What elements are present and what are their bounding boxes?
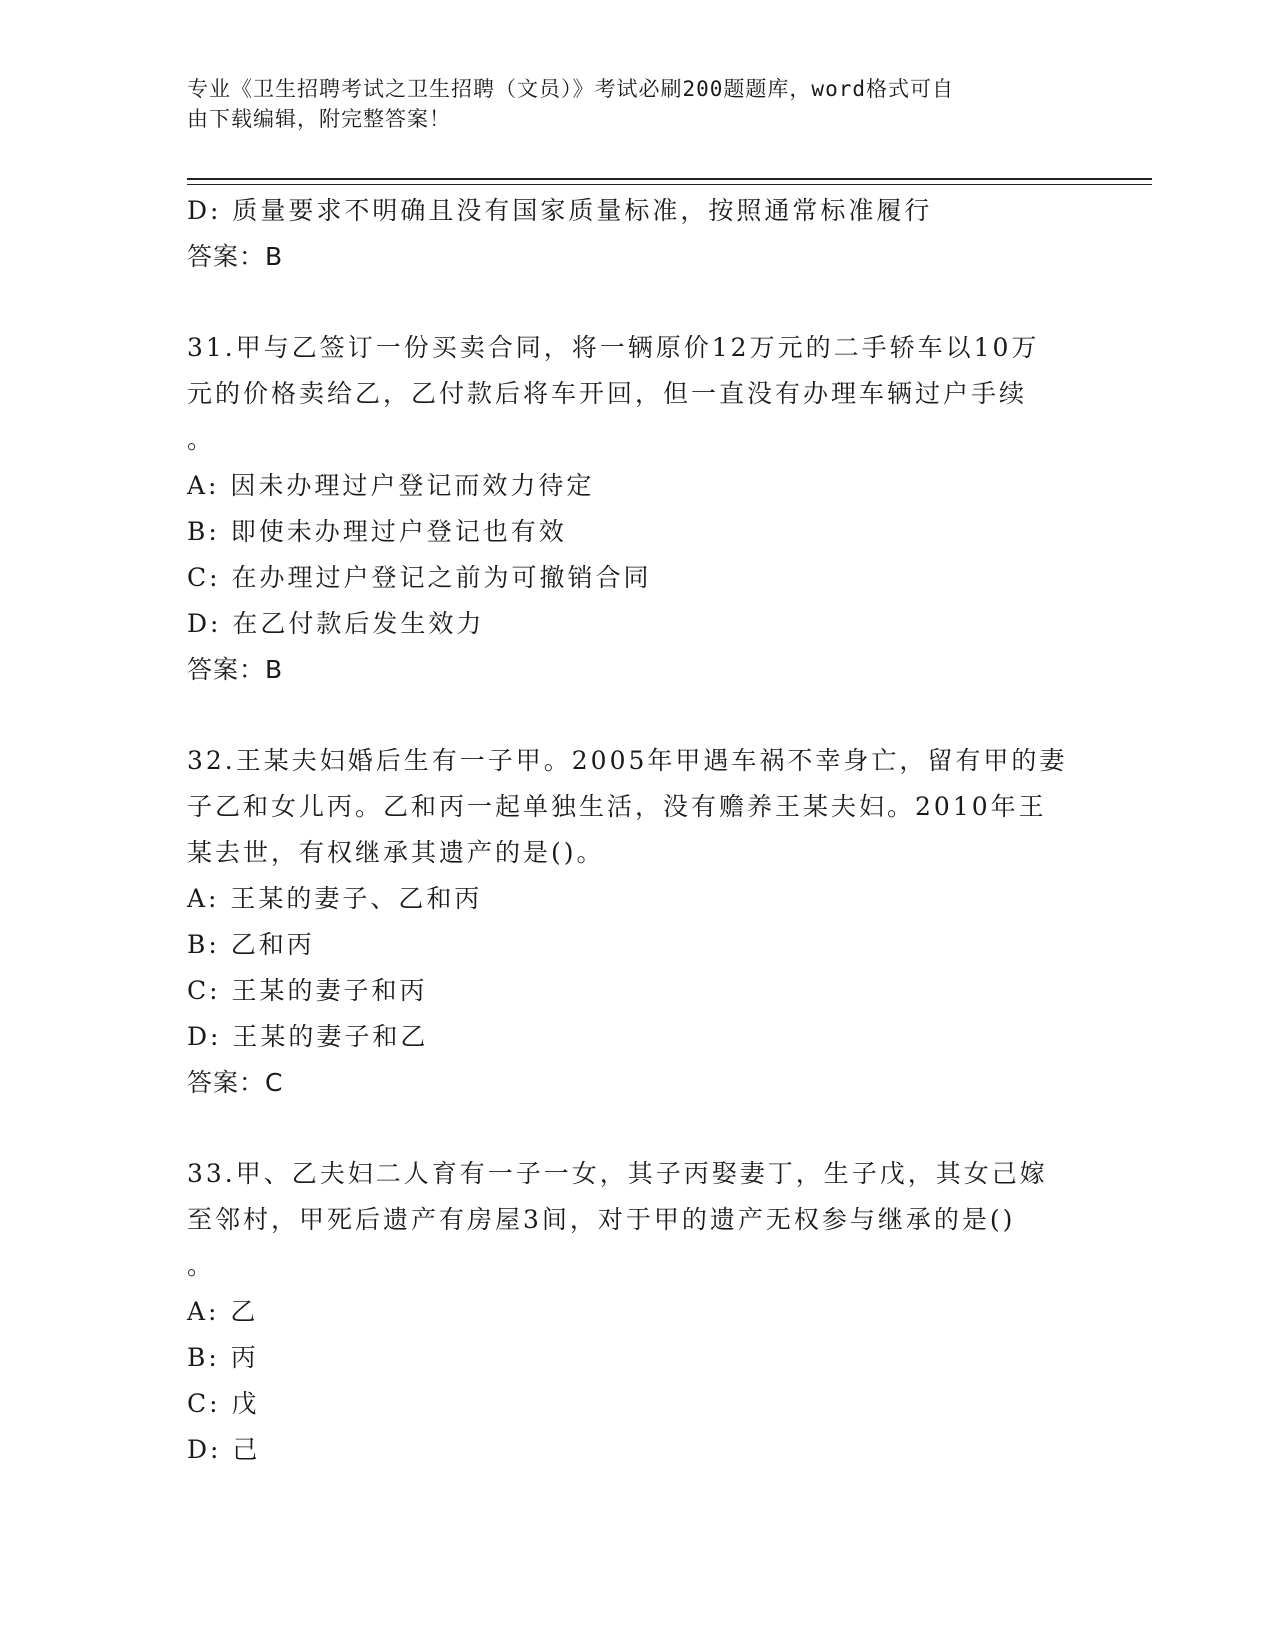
question-text-line: 元的价格卖给乙，乙付款后将车开回，但一直没有办理车辆过户手续 — [187, 379, 1028, 408]
header-title-line-1: 专业《卫生招聘考试之卫生招聘（文员）》考试必刷200题题库，word格式可自 — [187, 77, 954, 101]
answer-label: 答案：B — [187, 242, 284, 271]
option-d: D: 在乙付款后发生效力 — [187, 609, 485, 638]
option-a: A: 因未办理过户登记而效力待定 — [187, 471, 595, 500]
question-text-line: 32.王某夫妇婚后生有一子甲。2005年甲遇车祸不幸身亡，留有甲的妻 — [187, 746, 1068, 775]
question-text-line: 至邻村，甲死后遗产有房屋3间，对于甲的遗产无权参与继承的是() — [187, 1205, 1016, 1234]
answer-label: 答案：C — [187, 1068, 284, 1097]
question-block-32 — [187, 738, 1087, 1106]
header-title-line-2: 由下载编辑，附完整答案！ — [187, 107, 451, 131]
option-a: A: 王某的妻子、乙和丙 — [187, 884, 483, 913]
document-body — [187, 188, 1087, 1473]
option-d: D: 己 — [187, 1435, 261, 1464]
header-divider-thin — [187, 184, 1152, 185]
option-b: B: 丙 — [187, 1343, 259, 1372]
question-block-33 — [187, 1151, 1087, 1473]
question-text-line: 某去世，有权继承其遗产的是()。 — [187, 838, 605, 867]
option-c: C: 在办理过户登记之前为可撤销合同 — [187, 563, 652, 592]
question-block-31 — [187, 325, 1087, 693]
option-c: C: 戊 — [187, 1389, 260, 1418]
document-header — [187, 74, 1067, 134]
header-divider-thick — [187, 178, 1152, 180]
option-b: B: 即使未办理过户登记也有效 — [187, 517, 567, 546]
option-d: D: 王某的妻子和乙 — [187, 1022, 429, 1051]
option-a: A: 乙 — [187, 1297, 259, 1326]
question-text-line: 33.甲、乙夫妇二人育有一子一女，其子丙娶妻丁，生子戊，其女己嫁 — [187, 1159, 1048, 1188]
question-text-line: 31.甲与乙签订一份买卖合同，将一辆原价12万元的二手轿车以10万 — [187, 333, 1040, 362]
question-text-line: 子乙和女儿丙。乙和丙一起单独生活，没有赡养王某夫妇。2010年王 — [187, 792, 1047, 821]
answer-label: 答案：B — [187, 655, 284, 684]
option-d: D: 质量要求不明确且没有国家质量标准，按照通常标准履行 — [187, 196, 933, 225]
option-c: C: 王某的妻子和丙 — [187, 976, 428, 1005]
option-b: B: 乙和丙 — [187, 930, 315, 959]
question-text-line: 。 — [187, 1251, 216, 1280]
question-block-prev — [187, 188, 1087, 280]
question-text-line: 。 — [187, 425, 216, 454]
